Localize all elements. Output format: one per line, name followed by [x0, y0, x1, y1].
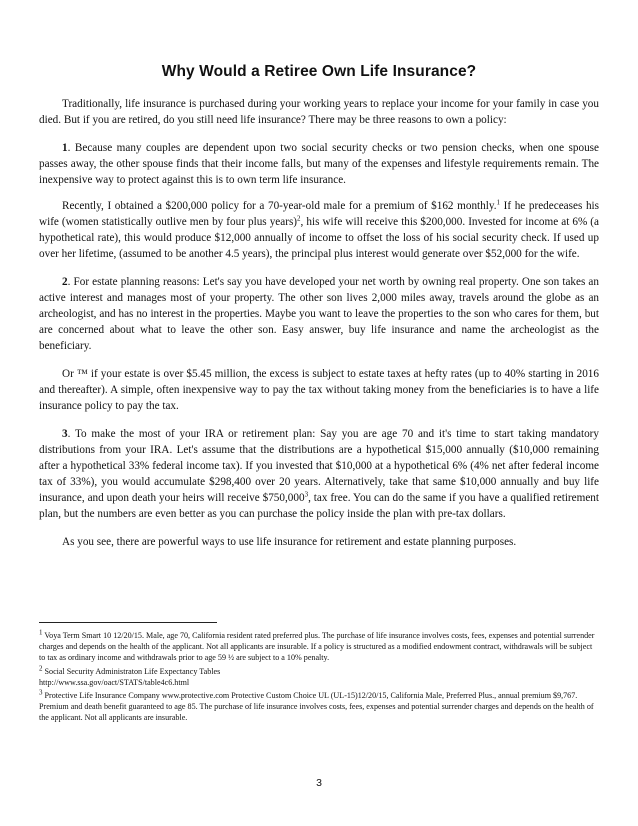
paragraph-text: If he predeceases his wife (women statistically outlive men by four plus years) — [39, 200, 599, 228]
footnote — [39, 663, 599, 688]
footnote-ref: 3 — [304, 490, 309, 499]
paragraph-text: Traditionally, life insurance is purchased during your working years to replace your income for your family in case you died. But if you are retired, do you still need life insurance? There may be three reasons to own a policy: — [39, 98, 599, 126]
document-body — [39, 96, 599, 562]
footnote — [39, 630, 599, 664]
paragraph-text: , his wife will receive this $200,000. Invested for income at 6% (a hypothetical rate), this would produce $12,000 annually of income to offset the loss of his social security check. If used up over her lifetime, (assumed to be another 4.5 years), the principal plus interest would generate over $52,000 for the wife. — [39, 216, 600, 260]
paragraph-text: , tax free. You can do the same if you have a qualified retirement plan, but the numbers are even better as you can purchase the policy inside the plan with pre-tax dollars. — [39, 492, 599, 520]
example-paragraph — [39, 198, 599, 262]
footnote-text: Voya Term Smart 10 12/20/15. Male, age 70, California resident rated preferred plus. The purchase of life insurance involves costs, fees, expenses and potential surrender charges and depends on the health of the applicant. Not all applicants are insurable. If a policy is structured as a modified endowment contract, withdrawals will be subject to tax as ordinary income and withdrawals prior to age 59 ½ are subject to a 10% penalty. — [39, 631, 595, 663]
footnotes — [39, 630, 599, 726]
footnote-divider — [39, 622, 217, 623]
footnote-mark: 3 — [39, 688, 43, 697]
estate-tax-paragraph — [39, 366, 599, 414]
reason-three-paragraph — [39, 426, 599, 522]
paragraph-text: Or ™ if your estate is over $5.45 million, the excess is subject to estate taxes at hefty rates (up to 40% starting in 2016 and thereafter). A simple, often inexpensive way to pay the tax without taking money from the beneficiaries is to have a life insurance policy to pay the tax. — [39, 368, 599, 412]
reason-number: 2 — [62, 276, 68, 288]
reason-number: 1 — [62, 142, 68, 154]
footnote-url: http://www.ssa.gov/oact/STATS/table4c6.html — [39, 677, 190, 687]
paragraph-text: . Because many couples are dependent upon two social security checks or two pension checks, when one spouse passes away, the other spouse finds that their income falls, but many of the expenses and lifestyle requirements remain. The inexpensive way to protect against this is to own term life insurance. — [39, 142, 599, 186]
closing-paragraph — [39, 534, 599, 550]
reason-number: 3 — [62, 428, 68, 440]
reason-two-paragraph — [39, 274, 599, 354]
footnote-mark: 1 — [39, 628, 43, 637]
document-title: Why Would a Retiree Own Life Insurance? — [161, 63, 477, 80]
paragraph-text: As you see, there are powerful ways to use life insurance for retirement and estate planning purposes. — [62, 536, 517, 548]
footnote-text: Social Security Administraton Life Expectancy Tables — [42, 666, 221, 676]
footnote-text: Protective Life Insurance Company www.protective.com Protective Custom Choice UL (UL-15)12/20/15, California Male, Preferred Plus., annual premium $9,767. Premium and death benefit guaranteed to age 85. The purchase of life insurance involves costs, fees, expenses and potential surrender charges and depends on the health of the applicant. Not all applicants are insurable. — [39, 691, 594, 723]
paragraph-text: Recently, I obtained a $200,000 policy for a 70-year-old male for a premium of $162 monthly. — [62, 200, 497, 212]
paragraph-text: . For estate planning reasons: Let's say you have developed your net worth by owning real property. One son takes an active interest and manages most of your property. The other son lives 2,000 miles away, travels around the globe as an archeologist, and has no interest in the properties. Maybe you want to leave the properties to the son who cares for them, but are concerned about what to leave the other son. Easy answer, buy life insurance and name the archeologist as the beneficiary. — [39, 276, 599, 352]
paragraph-text: . To make the most of your IRA or retirement plan: Say you are age 70 and it's time to start taking mandatory distributions from your IRA. Let's assume that the distributions are a hypothetical $15,000 annually ($10,000 remaining after a hypothetical 33% federal income tax). If you invested that $10,000 at a hypothetical 6% (4% net after federal income tax of 33%), you would accumulate $298,400 over 20 years. Alternatively, take that same $10,000 annually and buy life insurance, and upon death your heirs will receive $750,000 — [39, 428, 599, 504]
footnote-ref: 1 — [496, 198, 501, 207]
footnote-ref: 2 — [297, 214, 301, 223]
intro-paragraph — [39, 96, 599, 128]
reason-one-paragraph — [39, 140, 599, 188]
footnote — [39, 690, 599, 724]
footnote-mark: 2 — [39, 663, 43, 672]
page-number: 3 — [316, 777, 322, 789]
